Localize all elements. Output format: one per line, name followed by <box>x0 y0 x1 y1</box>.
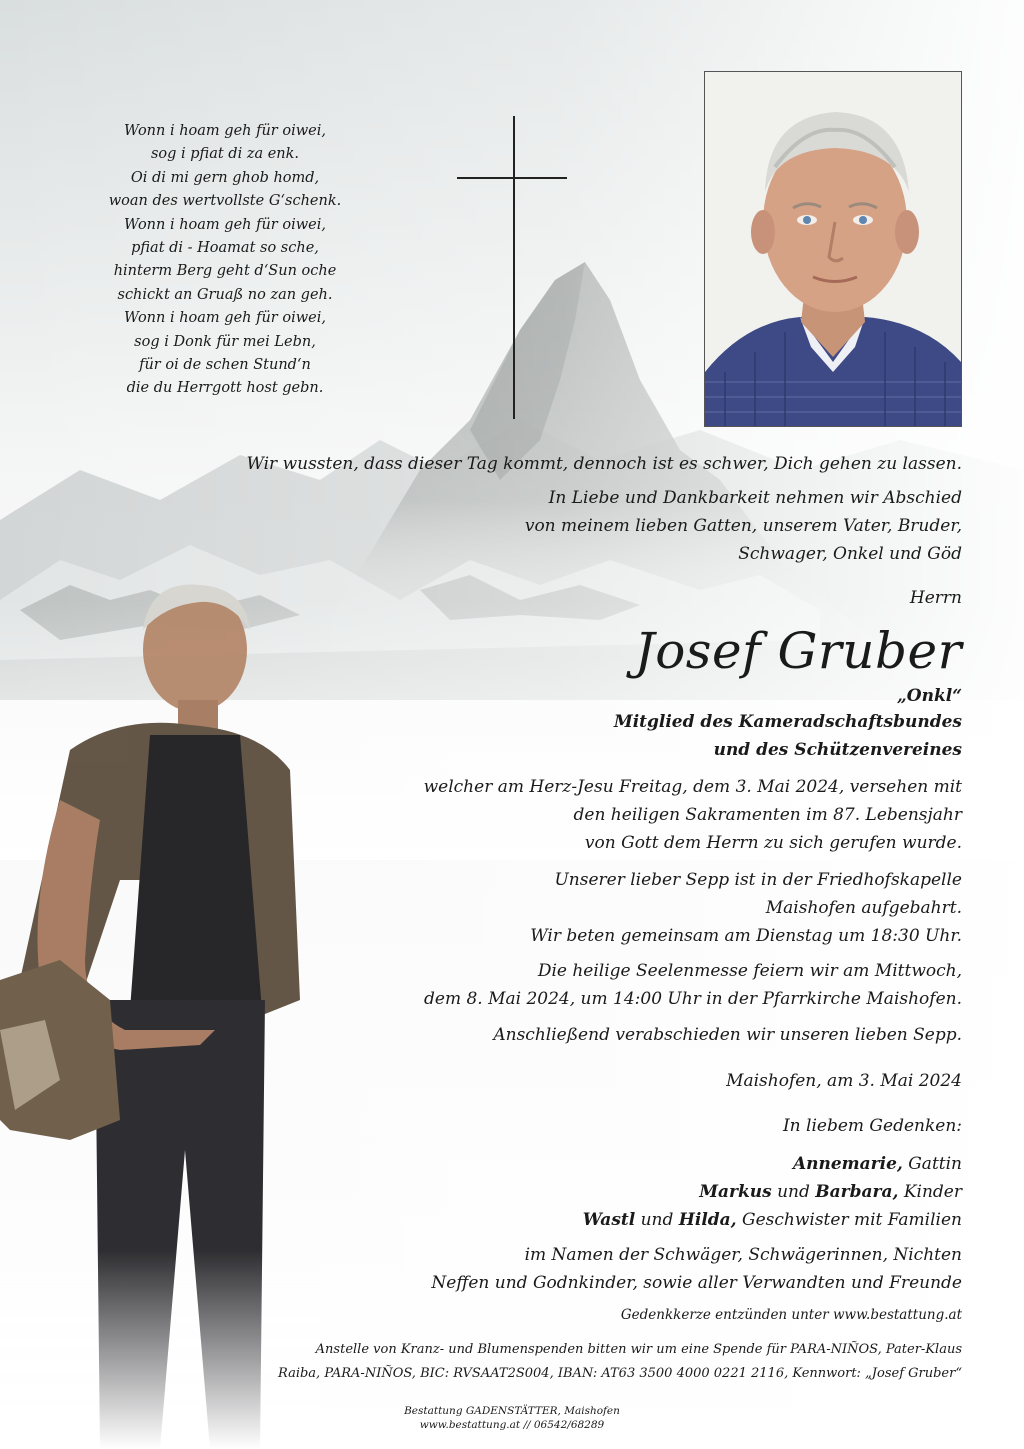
poem-line: sog i pfiat di za enk. <box>150 146 300 163</box>
relatives-text <box>431 1241 962 1297</box>
conjunction: und <box>771 1182 816 1202</box>
cross-icon <box>513 116 515 419</box>
mass-line: dem 8. Mai 2024, um 14:00 Uhr in der Pfarrkirche Maishofen. <box>424 989 962 1009</box>
siblings-role: Geschwister mit Familien <box>736 1210 962 1230</box>
undertaker-contact[interactable]: www.bestattung.at // 06542/68289 <box>419 1419 605 1431</box>
viewing-line: Maishofen aufgebahrt. <box>765 898 962 918</box>
death-notice-line: von Gott dem Herrn zu sich gerufen wurde. <box>584 833 962 853</box>
poem-line: schickt an Gruaß no zan geh. <box>117 286 333 303</box>
membership-line: Mitglied des Kameradschaftsbundes <box>613 712 962 732</box>
place-date: Maishofen, am 3. Mai 2024 <box>726 1071 962 1091</box>
salutation: Herrn <box>909 588 962 608</box>
death-notice-line: den heiligen Sakramenten im 87. Lebensjahr <box>573 805 962 825</box>
farewell-line: von meinem lieben Gatten, unserem Vater, Bruder, <box>524 516 962 536</box>
memberships <box>614 708 962 764</box>
donation-request <box>278 1338 962 1386</box>
candle-link[interactable]: Gedenkkerze entzünden unter www.bestattung.at <box>620 1307 962 1323</box>
mass-info <box>424 957 962 1013</box>
donation-line: Raiba, PARA-NIÑOS, BIC: RVSAAT2S004, IBAN: AT63 3500 4000 0221 2116, Kennwort: „Josef Gruber“ <box>277 1366 962 1381</box>
poem-line: für oi de schen Stund‘n <box>139 357 311 374</box>
child-name: Barbara, <box>815 1182 899 1202</box>
poem-line: hinterm Berg geht d‘Sun oche <box>113 263 337 280</box>
death-notice-line: welcher am Herz-Jesu Freitag, dem 3. Mai 2024, versehen mit <box>423 777 962 797</box>
portrait-photo <box>704 71 962 427</box>
deceased-name: Josef Gruber <box>634 622 962 680</box>
spouse-name: Annemarie, <box>792 1154 903 1174</box>
nickname: „Onkl“ <box>897 686 962 706</box>
child-name: Markus <box>699 1182 772 1202</box>
poem-line: pfiat di - Hoamat so sche, <box>131 240 319 257</box>
farewell-line: In Liebe und Dankbarkeit nehmen wir Abschied <box>548 488 962 508</box>
intro-text: Wir wussten, dass dieser Tag kommt, dennoch ist es schwer, Dich gehen zu lassen. <box>246 454 962 474</box>
closing-text: Anschließend verabschieden wir unseren lieben Sepp. <box>493 1025 962 1045</box>
viewing-line: Wir beten gemeinsam am Dienstag um 18:30 Uhr. <box>530 926 962 946</box>
membership-line: und des Schützenvereines <box>713 740 962 760</box>
sibling-name: Wastl <box>582 1210 636 1230</box>
mourners-list <box>583 1150 962 1234</box>
undertaker-footer <box>0 1404 1024 1432</box>
conjunction: und <box>635 1210 679 1230</box>
sibling-name: Hilda, <box>678 1210 737 1230</box>
poem <box>60 120 390 401</box>
mourner-spouse <box>583 1150 962 1178</box>
poem-line: Wonn i hoam geh für oiwei, <box>124 216 326 233</box>
mourner-siblings <box>583 1206 962 1234</box>
poem-line: woan des wertvollste G‘schenk. <box>108 193 342 210</box>
viewing-line: Unserer lieber Sepp ist in der Friedhofskapelle <box>554 870 962 890</box>
mourner-children <box>583 1178 962 1206</box>
mass-line: Die heilige Seelenmesse feiern wir am Mittwoch, <box>537 961 962 981</box>
spouse-role: Gattin <box>902 1154 962 1174</box>
undertaker-name: Bestattung GADENSTÄTTER, Maishofen <box>404 1405 620 1417</box>
children-role: Kinder <box>898 1182 962 1202</box>
relatives-line: im Namen der Schwäger, Schwägerinnen, Nichten <box>524 1245 962 1265</box>
donation-line: Anstelle von Kranz- und Blumenspenden bitten wir um eine Spende für PARA-NIÑOS, Pater-Klaus <box>315 1342 962 1357</box>
memory-heading: In liebem Gedenken: <box>782 1116 962 1136</box>
poem-line: Wonn i hoam geh für oiwei, <box>124 123 326 139</box>
death-notice <box>424 773 962 857</box>
relatives-line: Neffen und Godnkinder, sowie aller Verwandten und Freunde <box>431 1273 962 1293</box>
poem-line: die du Herrgott host gebn. <box>126 380 324 397</box>
farewell-line: Schwager, Onkel und Göd <box>738 544 962 564</box>
farewell-text <box>525 484 962 568</box>
viewing-info <box>530 866 962 950</box>
poem-line: sog i Donk für mei Lebn, <box>134 333 316 350</box>
cross-icon-bar <box>457 177 567 179</box>
poem-line: Wonn i hoam geh für oiwei, <box>124 310 326 327</box>
poem-line: Oi di mi gern ghob homd, <box>130 169 320 186</box>
